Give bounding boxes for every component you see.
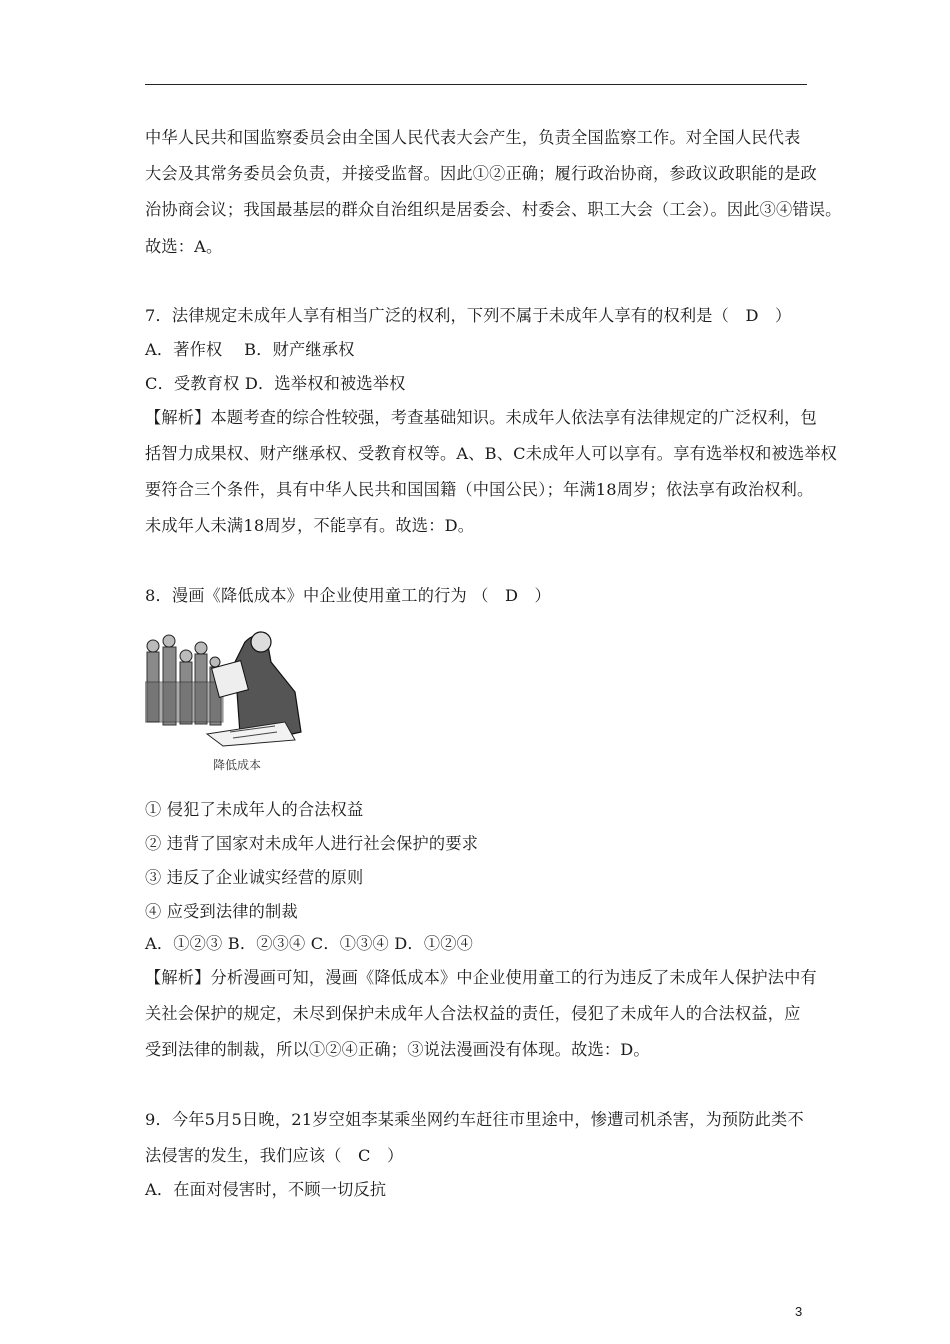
q8-analysis-2: 关社会保护的规定，未尽到保护未成年人合法权益的责任，侵犯了未成年人的合法权益，应 bbox=[145, 1004, 801, 1023]
q8-analysis-1: 【解析】分析漫画可知，漫画《降低成本》中企业使用童工的行为违反了未成年人保护法中有 bbox=[145, 968, 817, 987]
q7-analysis-2: 括智力成果权、财产继承权、受教育权等。A、B、C未成年人可以享有。享有选举权和被选举权 bbox=[145, 444, 838, 463]
q7-analysis-3: 要符合三个条件，具有中华人民共和国国籍（中国公民）；年满18周岁；依法享有政治权利。 bbox=[145, 480, 814, 499]
q9-stem-1: 9．今年5月5日晚，21岁空姐李某乘坐网约车赶往市里途中，惨遭司机杀害，为预防此类不 bbox=[145, 1110, 804, 1129]
cartoon-caption: 降低成本 bbox=[213, 758, 262, 772]
q8-item-4: ④ 应受到法律的制裁 bbox=[145, 902, 298, 921]
q7-analysis-1: 【解析】本题考查的综合性较强，考查基础知识。未成年人依法享有法律规定的广泛权利，包 bbox=[145, 408, 817, 427]
q8-stem: 8．漫画《降低成本》中企业使用童工的行为 （ D ） bbox=[145, 586, 551, 605]
q7-analysis-4: 未成年人未满18周岁，不能享有。故选：D。 bbox=[145, 516, 475, 535]
q8-options: A．①②③ B．②③④ C．①③④ D．①②④ bbox=[145, 934, 473, 953]
q8-item-3: ③ 违反了企业诚实经营的原则 bbox=[145, 868, 364, 887]
q8-item-2: ② 违背了国家对未成年人进行社会保护的要求 bbox=[145, 834, 479, 853]
q7-options-ab: A．著作权 B．财产继承权 bbox=[145, 340, 355, 359]
q9-stem-2: 法侵害的发生，我们应该（ C ） bbox=[145, 1146, 404, 1165]
p1-line-3: 治协商会议；我国最基层的群众自治组织是居委会、村委会、职工大会（工会）。因此③④错误。 bbox=[145, 200, 842, 219]
q7-stem: 7．法律规定未成年人享有相当广泛的权利，下列不属于未成年人享有的权利是（ D ） bbox=[145, 306, 792, 325]
p1-line-1: 中华人民共和国监察委员会由全国人民代表大会产生，负责全国监察工作。对全国人民代表 bbox=[145, 128, 801, 147]
p1-line-2: 大会及其常务委员会负责，并接受监督。因此①②正确；履行政治协商，参政议政职能的是政 bbox=[145, 164, 817, 183]
q7-options-cd: C．受教育权 D．选举权和被选举权 bbox=[145, 374, 406, 393]
q9-option-a: A．在面对侵害时，不顾一切反抗 bbox=[145, 1180, 387, 1199]
p1-line-4: 故选：A。 bbox=[145, 237, 223, 256]
q8-analysis-3: 受到法律的制裁，所以①②④正确；③说法漫画没有体现。故选：D。 bbox=[145, 1040, 650, 1059]
q8-item-1: ① 侵犯了未成年人的合法权益 bbox=[145, 800, 364, 819]
cartoon-image bbox=[145, 622, 305, 772]
page-number: 3 bbox=[795, 1304, 803, 1319]
header-rule bbox=[145, 84, 807, 85]
